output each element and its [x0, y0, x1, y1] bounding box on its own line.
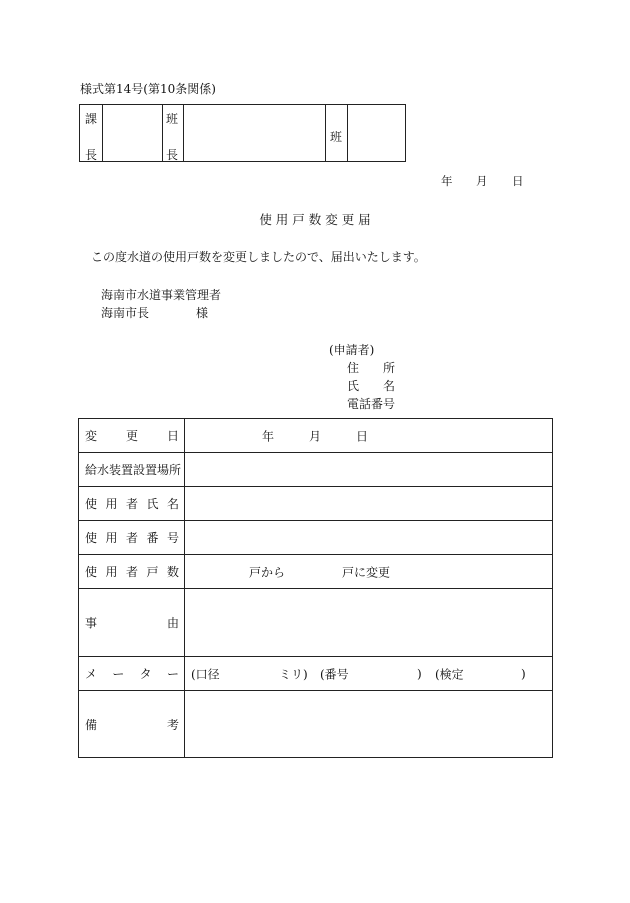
applicant-heading: (申請者) [329, 343, 375, 357]
meter-certification-close: ) [521, 666, 526, 681]
approval-han-label: 班 [330, 130, 343, 144]
change-date-month: 月 [309, 429, 322, 443]
applicant-phone-label: 電話番号 [347, 397, 396, 411]
user-number-value[interactable] [185, 521, 553, 555]
date-day-label: 日 [512, 174, 524, 188]
user-name-label: 使 用 者 氏 名 [79, 487, 185, 521]
addressee-mayor: 海南市長 [101, 306, 150, 320]
user-name-value[interactable] [185, 487, 553, 521]
approval-han-label-top: 班 [166, 112, 179, 126]
meter-certification-open: (検定 [435, 667, 464, 681]
applicant-address-b: 所 [383, 361, 396, 375]
approval-han-label-bottom: 長 [166, 148, 179, 162]
applicant-name-a: 氏 [347, 379, 360, 393]
addressee-line-2 [101, 304, 209, 321]
addressee-honorific: 様 [196, 306, 209, 320]
row-location [79, 453, 553, 487]
meter-number-open: (番号 [320, 667, 349, 681]
document-title: 使 用 戸 数 変 更 届 [259, 212, 371, 227]
meter-number-close: ) [417, 666, 422, 681]
row-households [79, 555, 553, 589]
approval-ka-label-bottom: 長 [85, 148, 98, 162]
user-number-label: 使 用 者 番 号 [79, 521, 185, 555]
households-label: 使 用 者 戸 数 [79, 555, 185, 589]
row-user-number [79, 521, 553, 555]
applicant-address-a: 住 [347, 361, 360, 375]
addressee-line-1: 海南市水道事業管理者 [101, 288, 222, 302]
form-number: 様式第14号(第10条関係) [80, 82, 216, 96]
meter-label: メ ー タ ー [79, 657, 185, 691]
statement-text: この度水道の使用戸数を変更しましたので、届出いたします。 [91, 250, 426, 264]
change-date-value[interactable] [185, 419, 553, 453]
applicant-name-b: 名 [383, 379, 396, 393]
approval-ka-label-top: 課 [85, 112, 98, 126]
change-form-table [78, 418, 553, 758]
meter-diameter-open: (口径 [191, 667, 220, 681]
change-date-year: 年 [262, 429, 275, 443]
remarks-label: 備 考 [79, 691, 185, 758]
date-month-label: 月 [476, 174, 488, 188]
row-reason [79, 589, 553, 657]
row-change-date [79, 419, 553, 453]
households-from: 戸から [249, 565, 286, 579]
approval-stamp-grid [79, 104, 406, 162]
row-meter [79, 657, 553, 691]
date-year-label: 年 [441, 174, 453, 188]
households-value[interactable] [185, 555, 553, 589]
meter-diameter-unit: ミリ) [279, 667, 308, 681]
reason-label: 事 由 [79, 589, 185, 657]
remarks-value[interactable] [185, 691, 553, 758]
location-value[interactable] [185, 453, 553, 487]
meter-value[interactable] [185, 657, 553, 691]
change-date-day: 日 [356, 429, 369, 443]
reason-value[interactable] [185, 589, 553, 657]
row-user-name [79, 487, 553, 521]
row-remarks [79, 691, 553, 758]
households-to: 戸に変更 [342, 565, 391, 579]
location-label: 給水装置設置場所 [79, 453, 185, 487]
change-date-label: 変 更 日 [79, 419, 185, 453]
